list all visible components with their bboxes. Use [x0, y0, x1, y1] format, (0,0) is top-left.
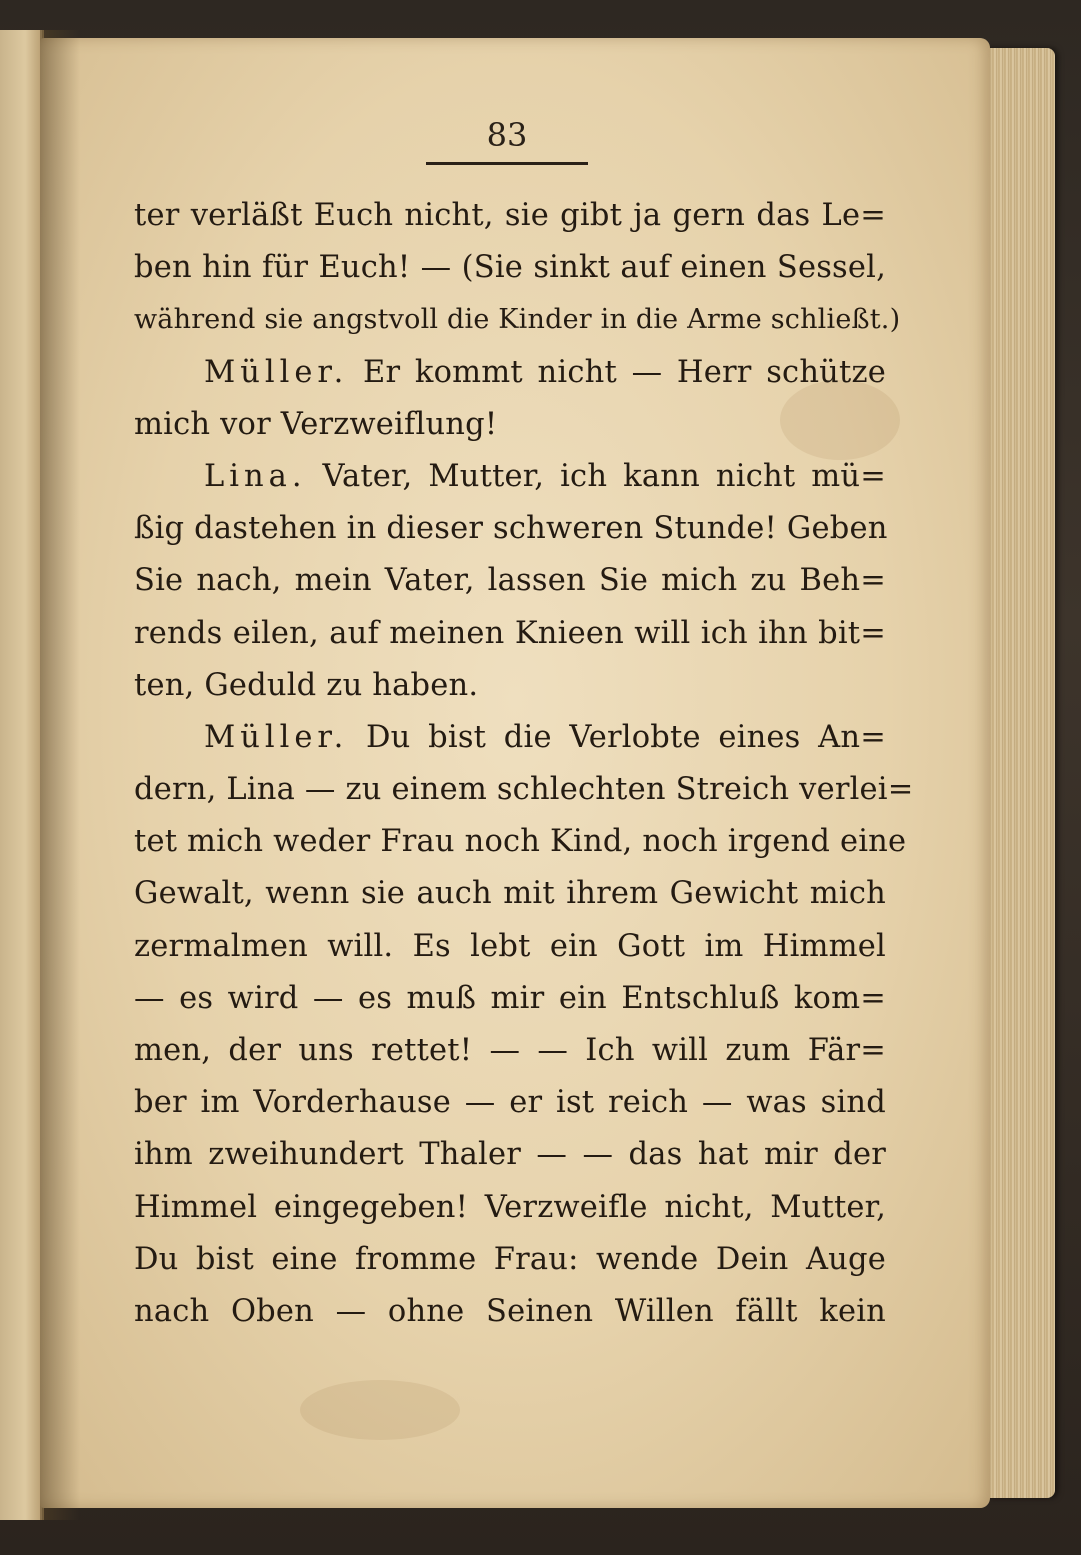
text-line	[134, 1286, 886, 1338]
line-text: während sie angstvoll die Kinder in die Arme schließt.)	[134, 304, 901, 336]
speaker-name: Müller.	[204, 354, 349, 390]
text-line	[134, 503, 886, 555]
line-text: ben hin für Euch! — (Sie sinkt auf einen Sessel,	[134, 250, 886, 286]
text-line	[134, 764, 914, 816]
line-text: Sie nach, mein Vater, lassen Sie mich zu Beh=	[134, 563, 886, 599]
line-text: nach Oben — ohne Seinen Willen fällt kein	[134, 1293, 886, 1329]
text-line	[134, 660, 886, 712]
text-line	[134, 712, 886, 764]
text-line	[134, 1234, 886, 1286]
line-text: — es wird — es muß mir ein Entschluß kom=	[134, 980, 886, 1016]
line-text: Vater, Mutter, ich kann nicht mü=	[306, 458, 886, 494]
page-stack-edge	[985, 48, 1055, 1498]
line-text: rends eilen, auf meinen Knieen will ich ihn bit=	[134, 615, 886, 651]
text-line	[134, 973, 886, 1025]
text-line	[134, 451, 886, 503]
header-rule	[426, 162, 588, 165]
page-number: 83	[486, 116, 528, 154]
line-text: ihm zweihundert Thaler — — das hat mir der	[134, 1137, 886, 1173]
speaker-name: Müller.	[204, 719, 349, 755]
text-line	[134, 1129, 886, 1181]
text-line	[134, 294, 901, 346]
text-line	[134, 921, 886, 973]
line-text: Er kommt nicht — Herr schütze	[348, 354, 886, 390]
line-text: mich vor Verzweiflung!	[134, 406, 498, 442]
text-line	[134, 1182, 886, 1234]
text-line	[134, 242, 886, 294]
text-line	[134, 816, 907, 868]
line-text: zermalmen will. Es lebt ein Gott im Himmel	[134, 928, 886, 964]
left-page-edge	[0, 30, 44, 1520]
line-text: ber im Vorderhause — er ist reich — was sind	[134, 1085, 886, 1121]
text-line	[134, 399, 886, 451]
line-text: Du bist die Verlobte eines An=	[348, 719, 886, 755]
paper-stain	[300, 1380, 460, 1440]
line-text: tet mich weder Frau noch Kind, noch irgend eine	[134, 824, 907, 860]
text-line	[134, 1077, 886, 1129]
gutter-shadow	[40, 30, 80, 1520]
text-line	[134, 555, 886, 607]
body-text	[134, 190, 914, 1338]
line-text: dern, Lina — zu einem schlechten Streich verlei=	[134, 772, 914, 808]
text-line	[134, 347, 886, 399]
line-text: ter verläßt Euch nicht, sie gibt ja gern das Le=	[134, 198, 886, 233]
speaker-name: Lina.	[204, 458, 307, 494]
line-text: Gewalt, wenn sie auch mit ihrem Gewicht mich	[134, 876, 886, 912]
line-text: Du bist eine fromme Frau: wende Dein Auge	[134, 1241, 886, 1277]
line-text: Himmel eingegeben! Verzweifle nicht, Mutter,	[134, 1189, 886, 1225]
text-line	[134, 190, 886, 242]
line-text: men, der uns rettet! — — Ich will zum Fär=	[134, 1033, 886, 1068]
text-line	[134, 1025, 886, 1077]
text-line	[134, 868, 886, 920]
line-text: ßig dastehen in dieser schweren Stunde! Geben	[134, 511, 888, 547]
line-text: ten, Geduld zu haben.	[134, 667, 479, 703]
text-line	[134, 608, 886, 660]
